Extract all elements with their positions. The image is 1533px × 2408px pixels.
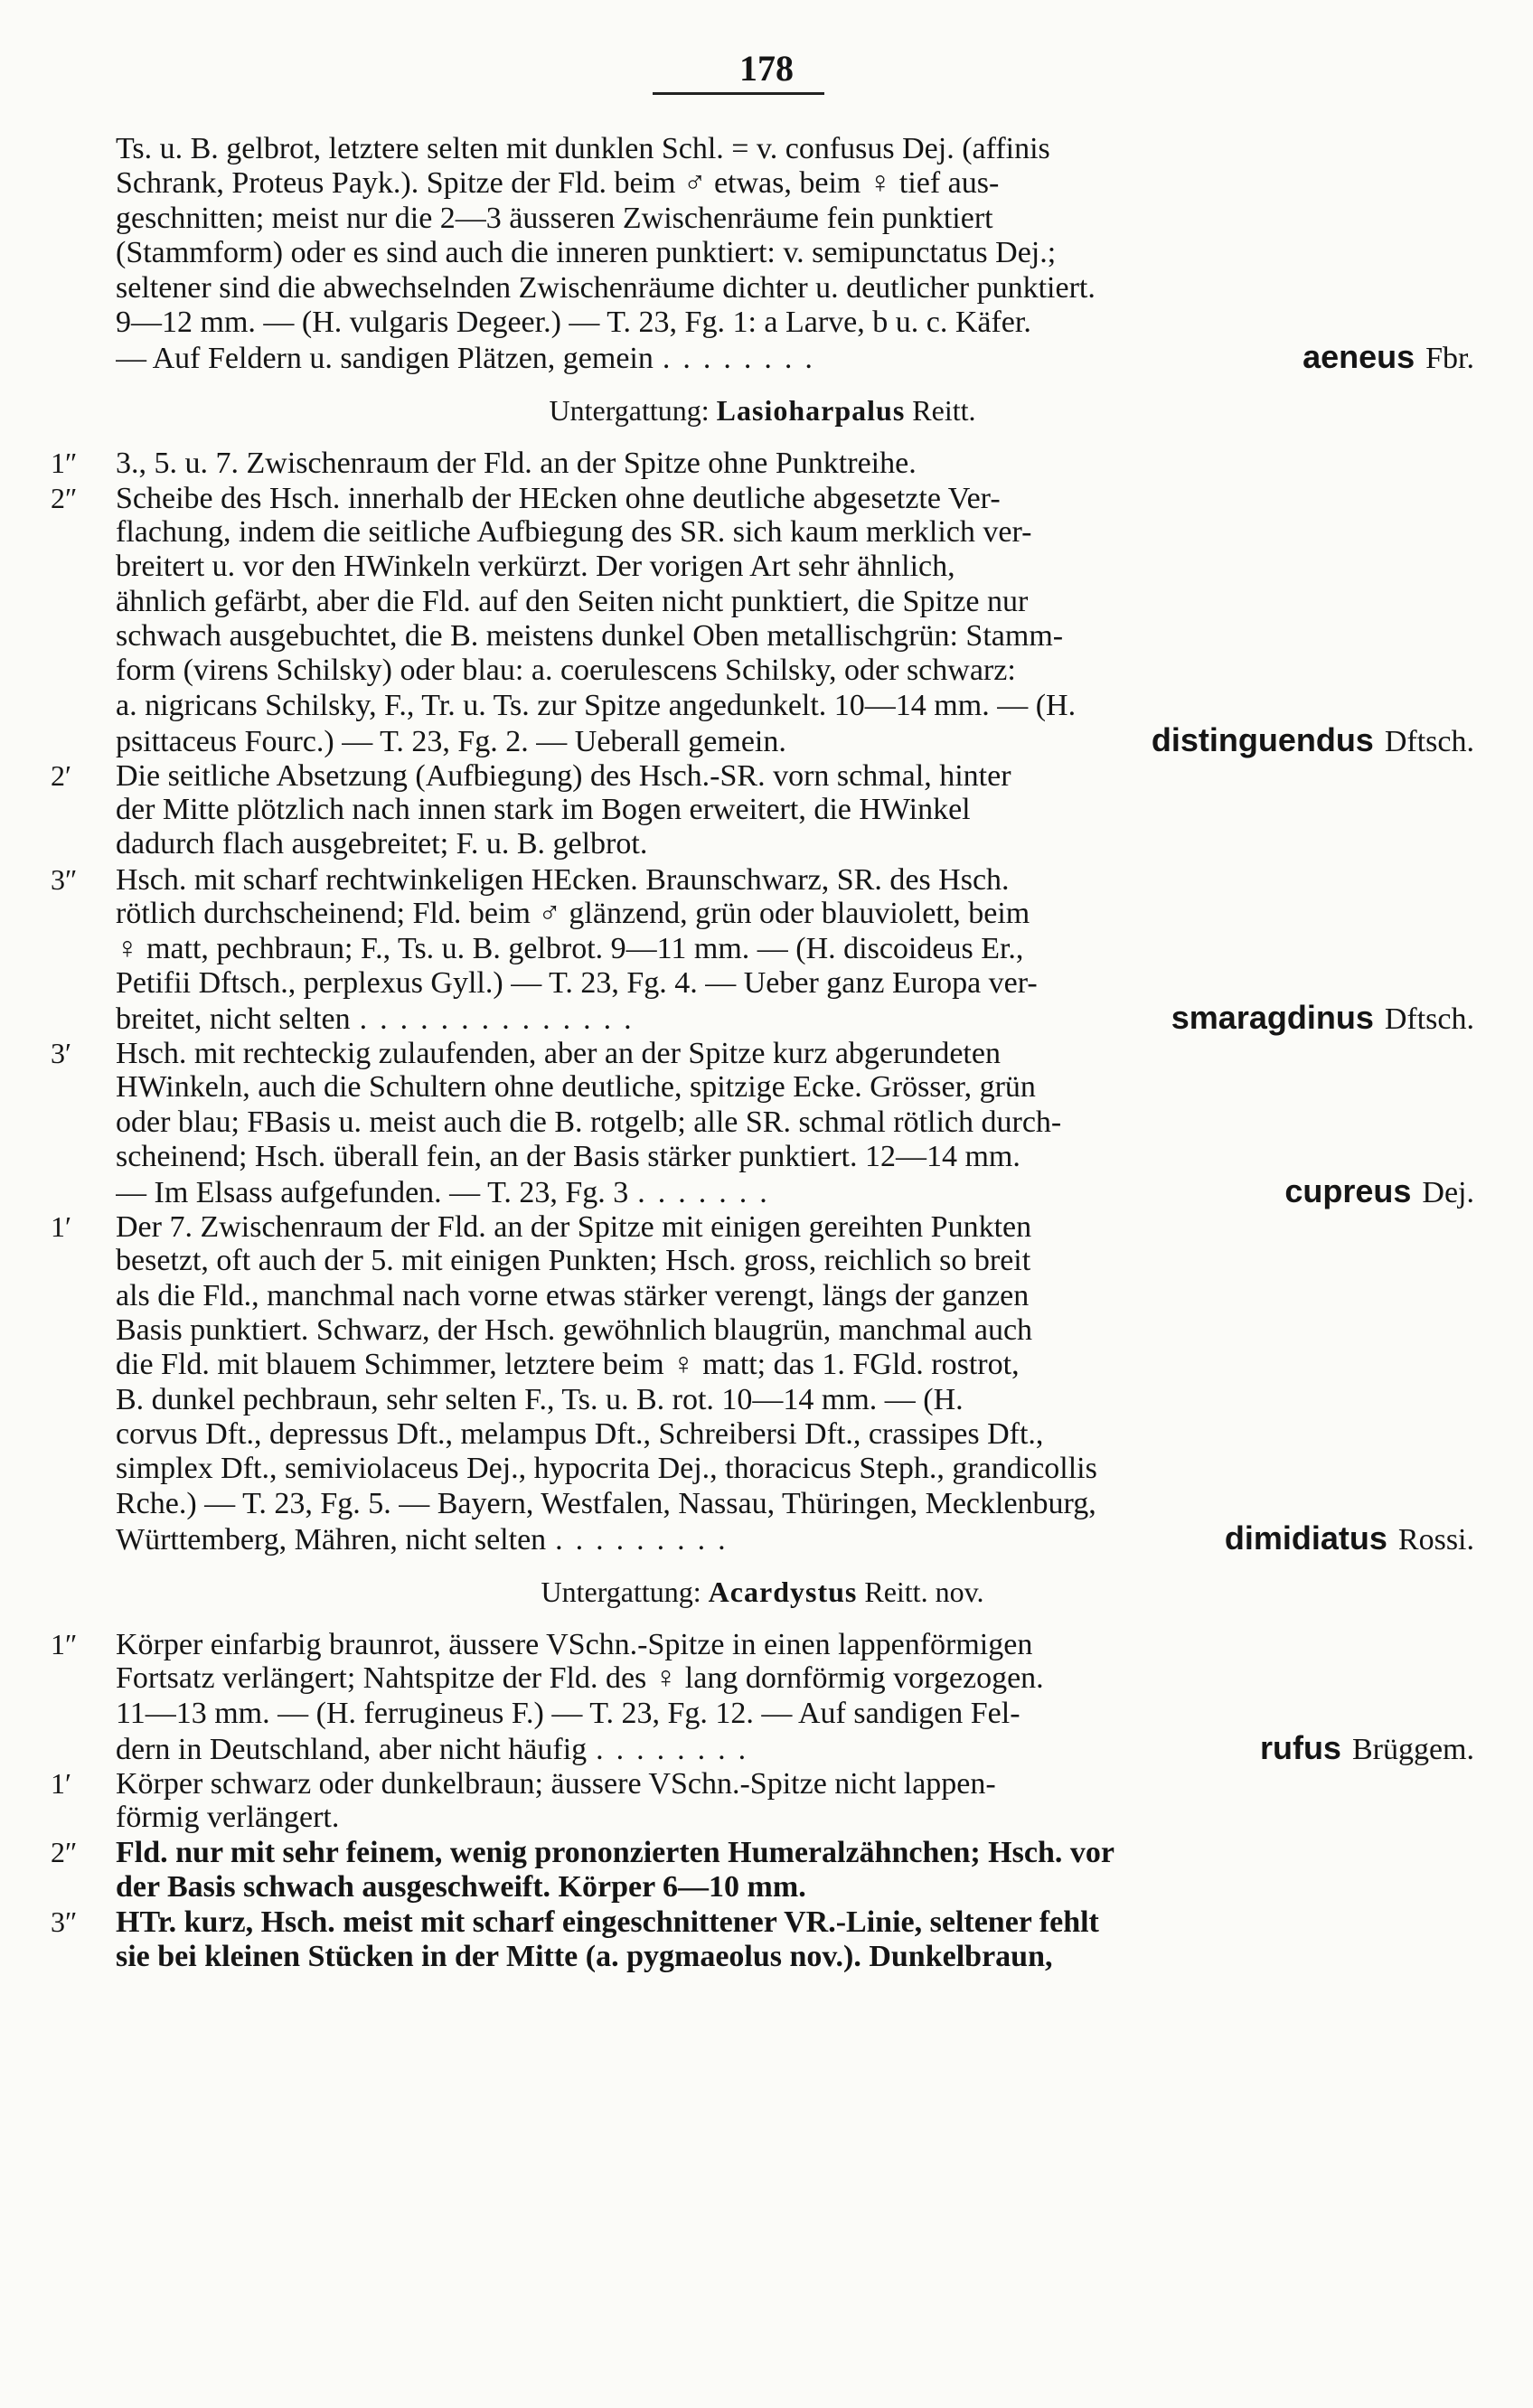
line-text: ähnlich gefärbt, aber die Fld. auf den Seiten nicht punktiert, die Spitze nur bbox=[116, 584, 1029, 618]
text-line bbox=[51, 1036, 1474, 1070]
line-number: 3″ bbox=[51, 862, 78, 896]
line-text: sie bei kleinen Stücken in der Mitte (a. pygmaeolus nov.). Dunkelbraun, bbox=[116, 1939, 1053, 1973]
text-line bbox=[51, 515, 1474, 550]
species-author: Brüggem. bbox=[1351, 1733, 1474, 1767]
species-name: dimidiatus bbox=[1224, 1519, 1387, 1557]
page-content bbox=[51, 132, 1474, 1974]
subgenus-heading bbox=[51, 393, 1474, 428]
text-line bbox=[51, 1697, 1474, 1731]
spacer bbox=[51, 428, 1474, 446]
species-author: Fbr. bbox=[1425, 342, 1474, 376]
spacer bbox=[51, 1609, 1474, 1627]
text-line bbox=[51, 306, 1474, 340]
text-line bbox=[51, 897, 1474, 931]
text-line bbox=[51, 1801, 1474, 1835]
text-block bbox=[51, 758, 1474, 1002]
line-text: 3., 5. u. 7. Zwischenraum der Fld. an der Spitze ohne Punktreihe. bbox=[116, 447, 917, 481]
species-entry bbox=[51, 340, 1474, 374]
line-number: 1′ bbox=[51, 1209, 71, 1243]
line-text: breitert u. vor den HWinkeln verkürzt. Der vorigen Art sehr ähnlich, bbox=[116, 550, 955, 584]
line-text: Scheibe des Hsch. innerhalb der HEcken ohne deutliche abgesetzte Ver- bbox=[116, 481, 1001, 515]
species-name: distinguendus bbox=[1151, 721, 1374, 759]
line-text: a. nigricans Schilsky, F., Tr. u. Ts. zur Spitze angedunkelt. 10—14 mm. — (H. bbox=[116, 688, 1077, 722]
species-entry bbox=[51, 1731, 1474, 1765]
text-block bbox=[51, 132, 1474, 340]
text-line bbox=[51, 481, 1474, 515]
heading-prefix: Untergattung: bbox=[549, 393, 710, 427]
text-line bbox=[51, 1835, 1474, 1869]
line-number: 1″ bbox=[51, 1628, 78, 1661]
text-block bbox=[51, 1036, 1474, 1175]
text-line bbox=[51, 166, 1474, 201]
species-author: Rossi. bbox=[1397, 1523, 1474, 1557]
line-text: HTr. kurz, Hsch. meist mit scharf eingeschnittener VR.-Linie, seltener fehlt bbox=[116, 1905, 1099, 1940]
text-block bbox=[51, 1209, 1474, 1522]
heading-author: Reitt. bbox=[912, 393, 976, 427]
line-text: Fortsatz verlängert; Nahtspitze der Fld. des ♀ lang dornförmig vorgezogen. bbox=[116, 1661, 1044, 1696]
line-text: der Mitte plötzlich nach innen stark im Bogen erweitert, die HWinkel bbox=[116, 793, 971, 827]
line-number: 2″ bbox=[51, 1836, 78, 1869]
line-text: corvus Dft., depressus Dft., melampus Dft., Schreibersi Dft., crassipes Dft., bbox=[116, 1417, 1044, 1452]
line-text: Körper schwarz oder dunkelbraun; äussere VSchn.-Spitze nicht lappen- bbox=[116, 1766, 996, 1801]
species-entry bbox=[51, 1174, 1474, 1209]
line-text: oder blau; FBasis u. meist auch die B. rotgelb; alle SR. schmal rötlich durch- bbox=[116, 1105, 1062, 1139]
line-text: HWinkeln, auch die Schultern ohne deutliche, spitzige Ecke. Grösser, grün bbox=[116, 1070, 1036, 1105]
text-line bbox=[51, 827, 1474, 861]
dot-leader: ........ bbox=[596, 1733, 759, 1767]
text-line bbox=[51, 132, 1474, 166]
text-block bbox=[51, 1627, 1474, 1731]
text-line bbox=[51, 619, 1474, 654]
text-line bbox=[51, 1244, 1474, 1278]
text-line bbox=[51, 202, 1474, 236]
line-text: förmig verlängert. bbox=[116, 1800, 340, 1834]
entry-text: dern in Deutschland, aber nicht häufig bbox=[116, 1733, 588, 1767]
text-line bbox=[51, 550, 1474, 584]
text-line bbox=[51, 793, 1474, 827]
heading-genus: Acardystus bbox=[708, 1575, 858, 1608]
line-text: Hsch. mit rechteckig zulaufenden, aber an der Spitze kurz abgerundeten bbox=[116, 1036, 1001, 1070]
text-line bbox=[51, 1452, 1474, 1486]
text-line bbox=[51, 1070, 1474, 1105]
line-text: besetzt, oft auch der 5. mit einigen Punkten; Hsch. gross, reichlich so breit bbox=[116, 1244, 1031, 1278]
entry-text: — Im Elsass aufgefunden. — T. 23, Fg. 3 bbox=[116, 1176, 629, 1210]
text-line bbox=[51, 1870, 1474, 1905]
heading-author: Reitt. nov. bbox=[864, 1575, 984, 1608]
line-text: form (virens Schilsky) oder blau: a. coerulescens Schilsky, oder schwarz: bbox=[116, 654, 1016, 688]
line-text: Fld. nur mit sehr feinem, wenig prononzierten Humeralzähnchen; Hsch. vor bbox=[116, 1836, 1114, 1870]
line-number: 2″ bbox=[51, 481, 78, 514]
text-line bbox=[51, 1348, 1474, 1382]
line-text: Petifii Dftsch., perplexus Gyll.) — T. 23, Fg. 4. — Ueber ganz Europa ver- bbox=[116, 965, 1038, 1000]
text-line bbox=[51, 654, 1474, 688]
text-line bbox=[51, 1661, 1474, 1696]
line-number: 3″ bbox=[51, 1905, 78, 1939]
text-line bbox=[51, 966, 1474, 1001]
text-line bbox=[51, 1487, 1474, 1521]
line-text: ♀ matt, pechbraun; F., Ts. u. B. gelbrot. 9—11 mm. — (H. discoideus Er., bbox=[116, 931, 1024, 965]
text-block bbox=[51, 1766, 1474, 1974]
text-line bbox=[51, 1209, 1474, 1244]
line-text: B. dunkel pechbraun, sehr selten F., Ts. u. B. rot. 10—14 mm. — (H. bbox=[116, 1382, 964, 1416]
species-name: aeneus bbox=[1303, 338, 1415, 376]
dot-leader: ........ bbox=[662, 342, 825, 376]
text-line bbox=[51, 446, 1474, 480]
entry-text: Württemberg, Mähren, nicht selten bbox=[116, 1523, 547, 1557]
line-text: simplex Dft., semiviolaceus Dej., hypocrita Dej., thoracicus Steph., grandicollis bbox=[116, 1452, 1097, 1486]
species-entry bbox=[51, 1001, 1474, 1035]
subgenus-heading bbox=[51, 1575, 1474, 1609]
line-text: geschnitten; meist nur die 2—3 äusseren Zwischenräume fein punktiert bbox=[116, 201, 993, 235]
species-name: cupreus bbox=[1284, 1172, 1412, 1210]
line-number: 3′ bbox=[51, 1036, 71, 1069]
text-line bbox=[51, 862, 1474, 897]
text-line bbox=[51, 1140, 1474, 1174]
text-line bbox=[51, 1313, 1474, 1348]
line-text: dadurch flach ausgebreitet; F. u. B. gelbrot. bbox=[116, 827, 648, 861]
text-line bbox=[51, 585, 1474, 619]
heading-genus: Lasioharpalus bbox=[716, 393, 906, 427]
text-line bbox=[51, 1417, 1474, 1452]
line-text: die Fld. mit blauem Schimmer, letztere beim ♀ matt; das 1. FGld. rostrot, bbox=[116, 1348, 1020, 1382]
text-line bbox=[51, 1105, 1474, 1140]
species-name: rufus bbox=[1259, 1729, 1341, 1767]
line-text: Rche.) — T. 23, Fg. 5. — Bayern, Westfalen, Nassau, Thüringen, Mecklenburg, bbox=[116, 1486, 1096, 1520]
text-line bbox=[51, 932, 1474, 966]
species-author: Dftsch. bbox=[1384, 725, 1474, 759]
dot-leader: .............. bbox=[359, 1002, 644, 1037]
line-text: Körper einfarbig braunrot, äussere VSchn.-Spitze in einen lappenförmigen bbox=[116, 1628, 1033, 1662]
line-number: 1′ bbox=[51, 1766, 71, 1800]
line-text: seltener sind die abwechselnden Zwischenräume dichter u. deutlicher punktiert. bbox=[116, 270, 1096, 305]
heading-prefix: Untergattung: bbox=[541, 1575, 701, 1608]
page-number: 178 bbox=[739, 48, 794, 89]
species-entry bbox=[51, 723, 1474, 757]
line-text: (Stammform) oder es sind auch die inneren punktiert: v. semipunctatus Dej.; bbox=[116, 236, 1057, 270]
line-text: Ts. u. B. gelbrot, letztere selten mit dunklen Schl. = v. confusus Dej. (affinis bbox=[116, 132, 1050, 165]
entry-text: — Auf Feldern u. sandigen Plätzen, gemein bbox=[116, 342, 654, 376]
dot-leader: ....... bbox=[637, 1176, 780, 1210]
text-line bbox=[51, 1940, 1474, 1974]
line-text: Basis punktiert. Schwarz, der Hsch. gewöhnlich blaugrün, manchmal auch bbox=[116, 1312, 1033, 1347]
text-line bbox=[51, 236, 1474, 270]
text-line bbox=[51, 1766, 1474, 1801]
line-text: Der 7. Zwischenraum der Fld. an der Spitze mit einigen gereihten Punkten bbox=[116, 1209, 1032, 1244]
line-text: rötlich durchscheinend; Fld. beim ♂ glänzend, grün oder blauviolett, beim bbox=[116, 897, 1030, 931]
dot-leader: ......... bbox=[555, 1523, 738, 1557]
text-block bbox=[51, 446, 1474, 723]
text-line bbox=[51, 758, 1474, 793]
entry-text: breitet, nicht selten bbox=[116, 1002, 351, 1037]
entry-text: psittaceus Fourc.) — T. 23, Fg. 2. — Ueberall gemein. bbox=[116, 725, 786, 759]
line-text: 9—12 mm. — (H. vulgaris Degeer.) — T. 23, Fg. 1: a Larve, b u. c. Käfer. bbox=[116, 305, 1031, 339]
text-line bbox=[51, 1905, 1474, 1939]
header-rule bbox=[653, 92, 824, 95]
species-name: smaragdinus bbox=[1171, 999, 1374, 1037]
line-text: scheinend; Hsch. überall fein, an der Basis stärker punktiert. 12—14 mm. bbox=[116, 1139, 1020, 1173]
line-text: Schrank, Proteus Payk.). Spitze der Fld. beim ♂ etwas, beim ♀ tief aus- bbox=[116, 166, 1000, 201]
line-number: 2′ bbox=[51, 758, 71, 792]
line-number: 1″ bbox=[51, 447, 78, 480]
line-text: Hsch. mit scharf rechtwinkeligen HEcken. Braunschwarz, SR. des Hsch. bbox=[116, 862, 1010, 897]
line-text: als die Fld., manchmal nach vorne etwas stärker verengt, längs der ganzen bbox=[116, 1278, 1030, 1312]
text-line bbox=[51, 271, 1474, 306]
line-text: schwach ausgebuchtet, die B. meistens dunkel Oben metallischgrün: Stamm- bbox=[116, 619, 1064, 654]
text-line bbox=[51, 1279, 1474, 1313]
line-text: Die seitliche Absetzung (Aufbiegung) des Hsch.-SR. vorn schmal, hinter bbox=[116, 758, 1011, 793]
species-author: Dftsch. bbox=[1384, 1002, 1474, 1037]
text-line bbox=[51, 1627, 1474, 1661]
spacer bbox=[51, 1557, 1474, 1575]
text-line bbox=[51, 689, 1474, 723]
species-entry bbox=[51, 1521, 1474, 1556]
species-author: Dej. bbox=[1422, 1176, 1474, 1210]
line-text: flachung, indem die seitliche Aufbiegung des SR. sich kaum merklich ver- bbox=[116, 514, 1032, 549]
line-text: 11—13 mm. — (H. ferrugineus F.) — T. 23, Fg. 12. — Auf sandigen Fel- bbox=[116, 1696, 1020, 1730]
line-text: der Basis schwach ausgeschweift. Körper 6—10 mm. bbox=[116, 1869, 806, 1904]
text-line bbox=[51, 1383, 1474, 1417]
spacer bbox=[51, 375, 1474, 393]
